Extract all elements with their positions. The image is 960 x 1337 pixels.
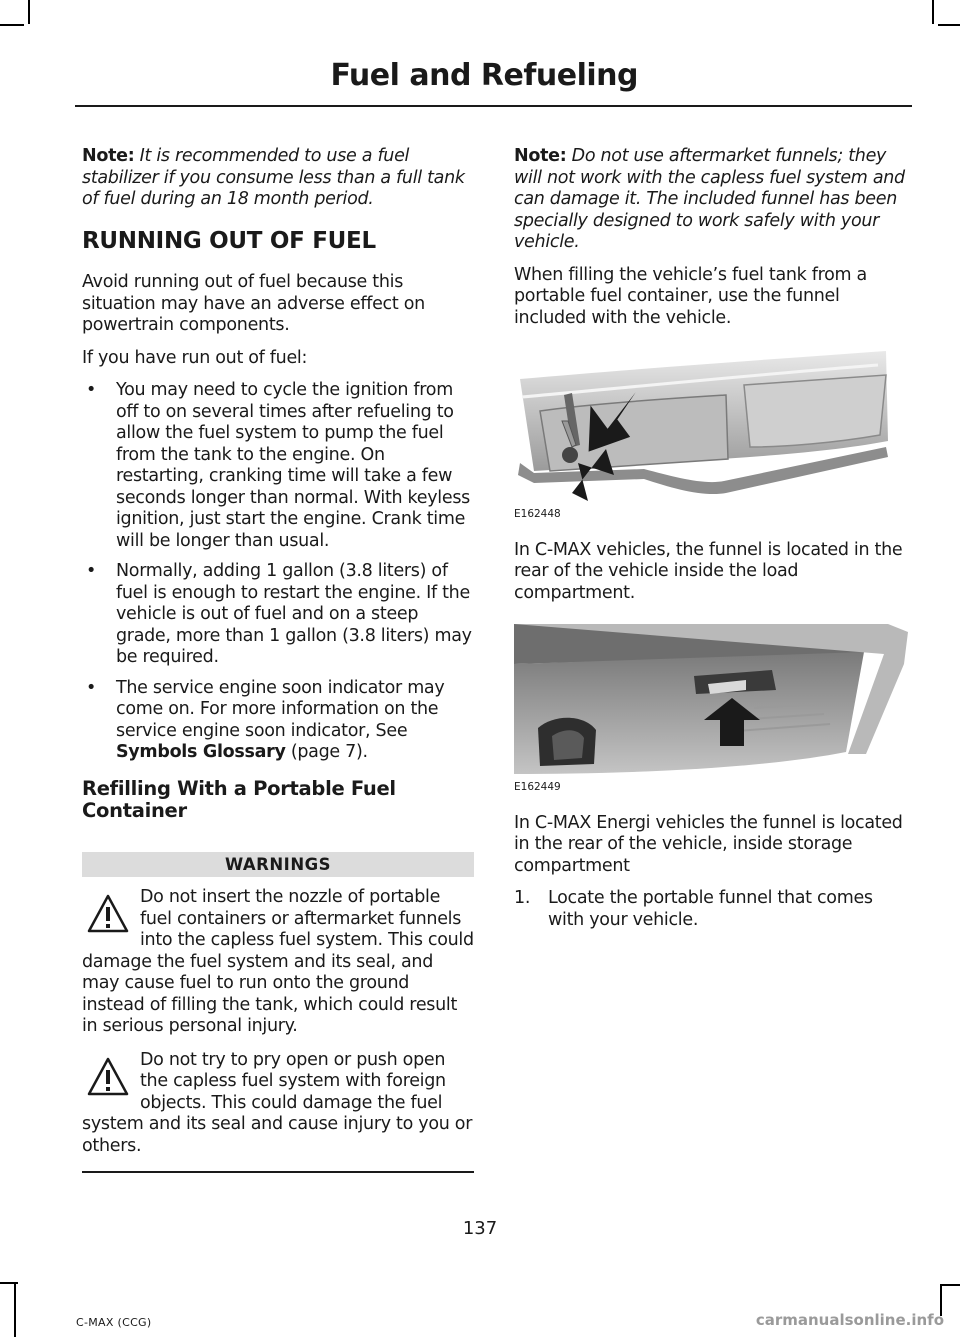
crop-mark — [14, 1284, 16, 1337]
paragraph: In C-MAX Energi vehicles the funnel is located in the rear of the vehicle, inside storage compartment — [514, 812, 903, 876]
warning-triangle-icon — [86, 893, 130, 935]
note-paragraph — [514, 146, 908, 254]
watermark: carmanualsonline.info — [755, 1311, 944, 1329]
crop-mark — [0, 24, 24, 26]
note-text: It is recommended to use a fuel stabilizer if you consume less than a full tank of fuel during an 18 month period. — [82, 146, 465, 209]
warning-text: Do not try to pry open or push open the capless fuel system with foreign objects. This could damage the fuel system and its seal and cause injury to you or others. — [82, 1049, 473, 1156]
crop-mark — [932, 0, 934, 24]
right-column — [514, 146, 908, 931]
note-label: Note: — [514, 146, 567, 166]
crop-mark — [938, 24, 960, 26]
warning-text: Do not insert the nozzle of portable fuel containers or aftermarket funnels into the capless fuel system. This could damage the fuel system and its seal, and may cause fuel to run onto the ground instead of filling the tank, which could result in serious personal injury. — [82, 887, 474, 1036]
list-item — [82, 678, 474, 764]
paragraph: When filling the vehicle’s fuel tank from a portable fuel container, use the funnel included with the vehicle. — [514, 264, 867, 328]
trim-panel-illustration — [514, 351, 908, 503]
warning-item — [82, 887, 474, 1038]
figure-code: E162448 — [514, 508, 561, 520]
cross-reference-link[interactable]: Symbols Glossary — [116, 742, 286, 762]
subheading: Refilling With a Portable Fuel Container — [82, 776, 396, 822]
figure-code: E162449 — [514, 781, 561, 793]
funnel-location-figure — [514, 351, 908, 526]
page-reference: (page 7). — [285, 742, 368, 762]
load-compartment-figure — [514, 624, 908, 799]
note-text: Do not use aftermarket funnels; they will not work with the capless fuel system and can damage it. The included funnel has been specially designed to work safely with your vehicle. — [514, 146, 905, 252]
page-title: Fuel and Refueling — [330, 58, 638, 93]
list-item: • Normally, adding 1 gallon (3.8 liters) of fuel is enough to restart the engine. If the vehicle is out of fuel and on a steep grade, more than 1 gallon (3.8 liters) may be required. — [82, 561, 474, 669]
header-rule — [75, 105, 912, 107]
crop-mark — [940, 1284, 960, 1286]
warning-item — [82, 1050, 474, 1158]
warning-triangle-icon — [86, 1056, 130, 1098]
warnings-header: WARNINGS — [82, 852, 474, 878]
step-number: 1. — [514, 888, 531, 908]
paragraph: Avoid running out of fuel because this situation may have an adverse effect on powertrain components. — [82, 272, 425, 335]
paragraph: In C-MAX vehicles, the funnel is located in the rear of the vehicle inside the load compartment. — [514, 539, 903, 603]
bullet-list — [82, 380, 474, 764]
steps-list — [514, 888, 908, 931]
left-column — [82, 146, 474, 1173]
list-item — [514, 888, 908, 931]
note-paragraph — [82, 146, 474, 211]
warnings-end-rule — [82, 1171, 474, 1173]
load-compartment-illustration — [514, 624, 908, 776]
crop-mark — [28, 0, 30, 24]
list-item-text: The service engine soon indicator may come on. For more information on the service engine soon indicator, See — [116, 677, 445, 741]
step-text: Locate the portable funnel that comes with your vehicle. — [548, 888, 873, 930]
paragraph: If you have run out of fuel: — [82, 347, 308, 368]
page-number: 137 — [462, 1218, 498, 1239]
footer-model: C-MAX (CCG) — [76, 1316, 152, 1329]
note-label: Note: — [82, 146, 135, 166]
section-title: RUNNING OUT OF FUEL — [82, 227, 376, 254]
list-item: • You may need to cycle the ignition from off to on several times after refueling to allow the fuel system to pump the fuel from the tank to the engine. On restarting, cranking time will take a few seconds longer than normal. With keyless ignition, just start the engine. Crank time will be longer than usual. — [82, 380, 474, 552]
